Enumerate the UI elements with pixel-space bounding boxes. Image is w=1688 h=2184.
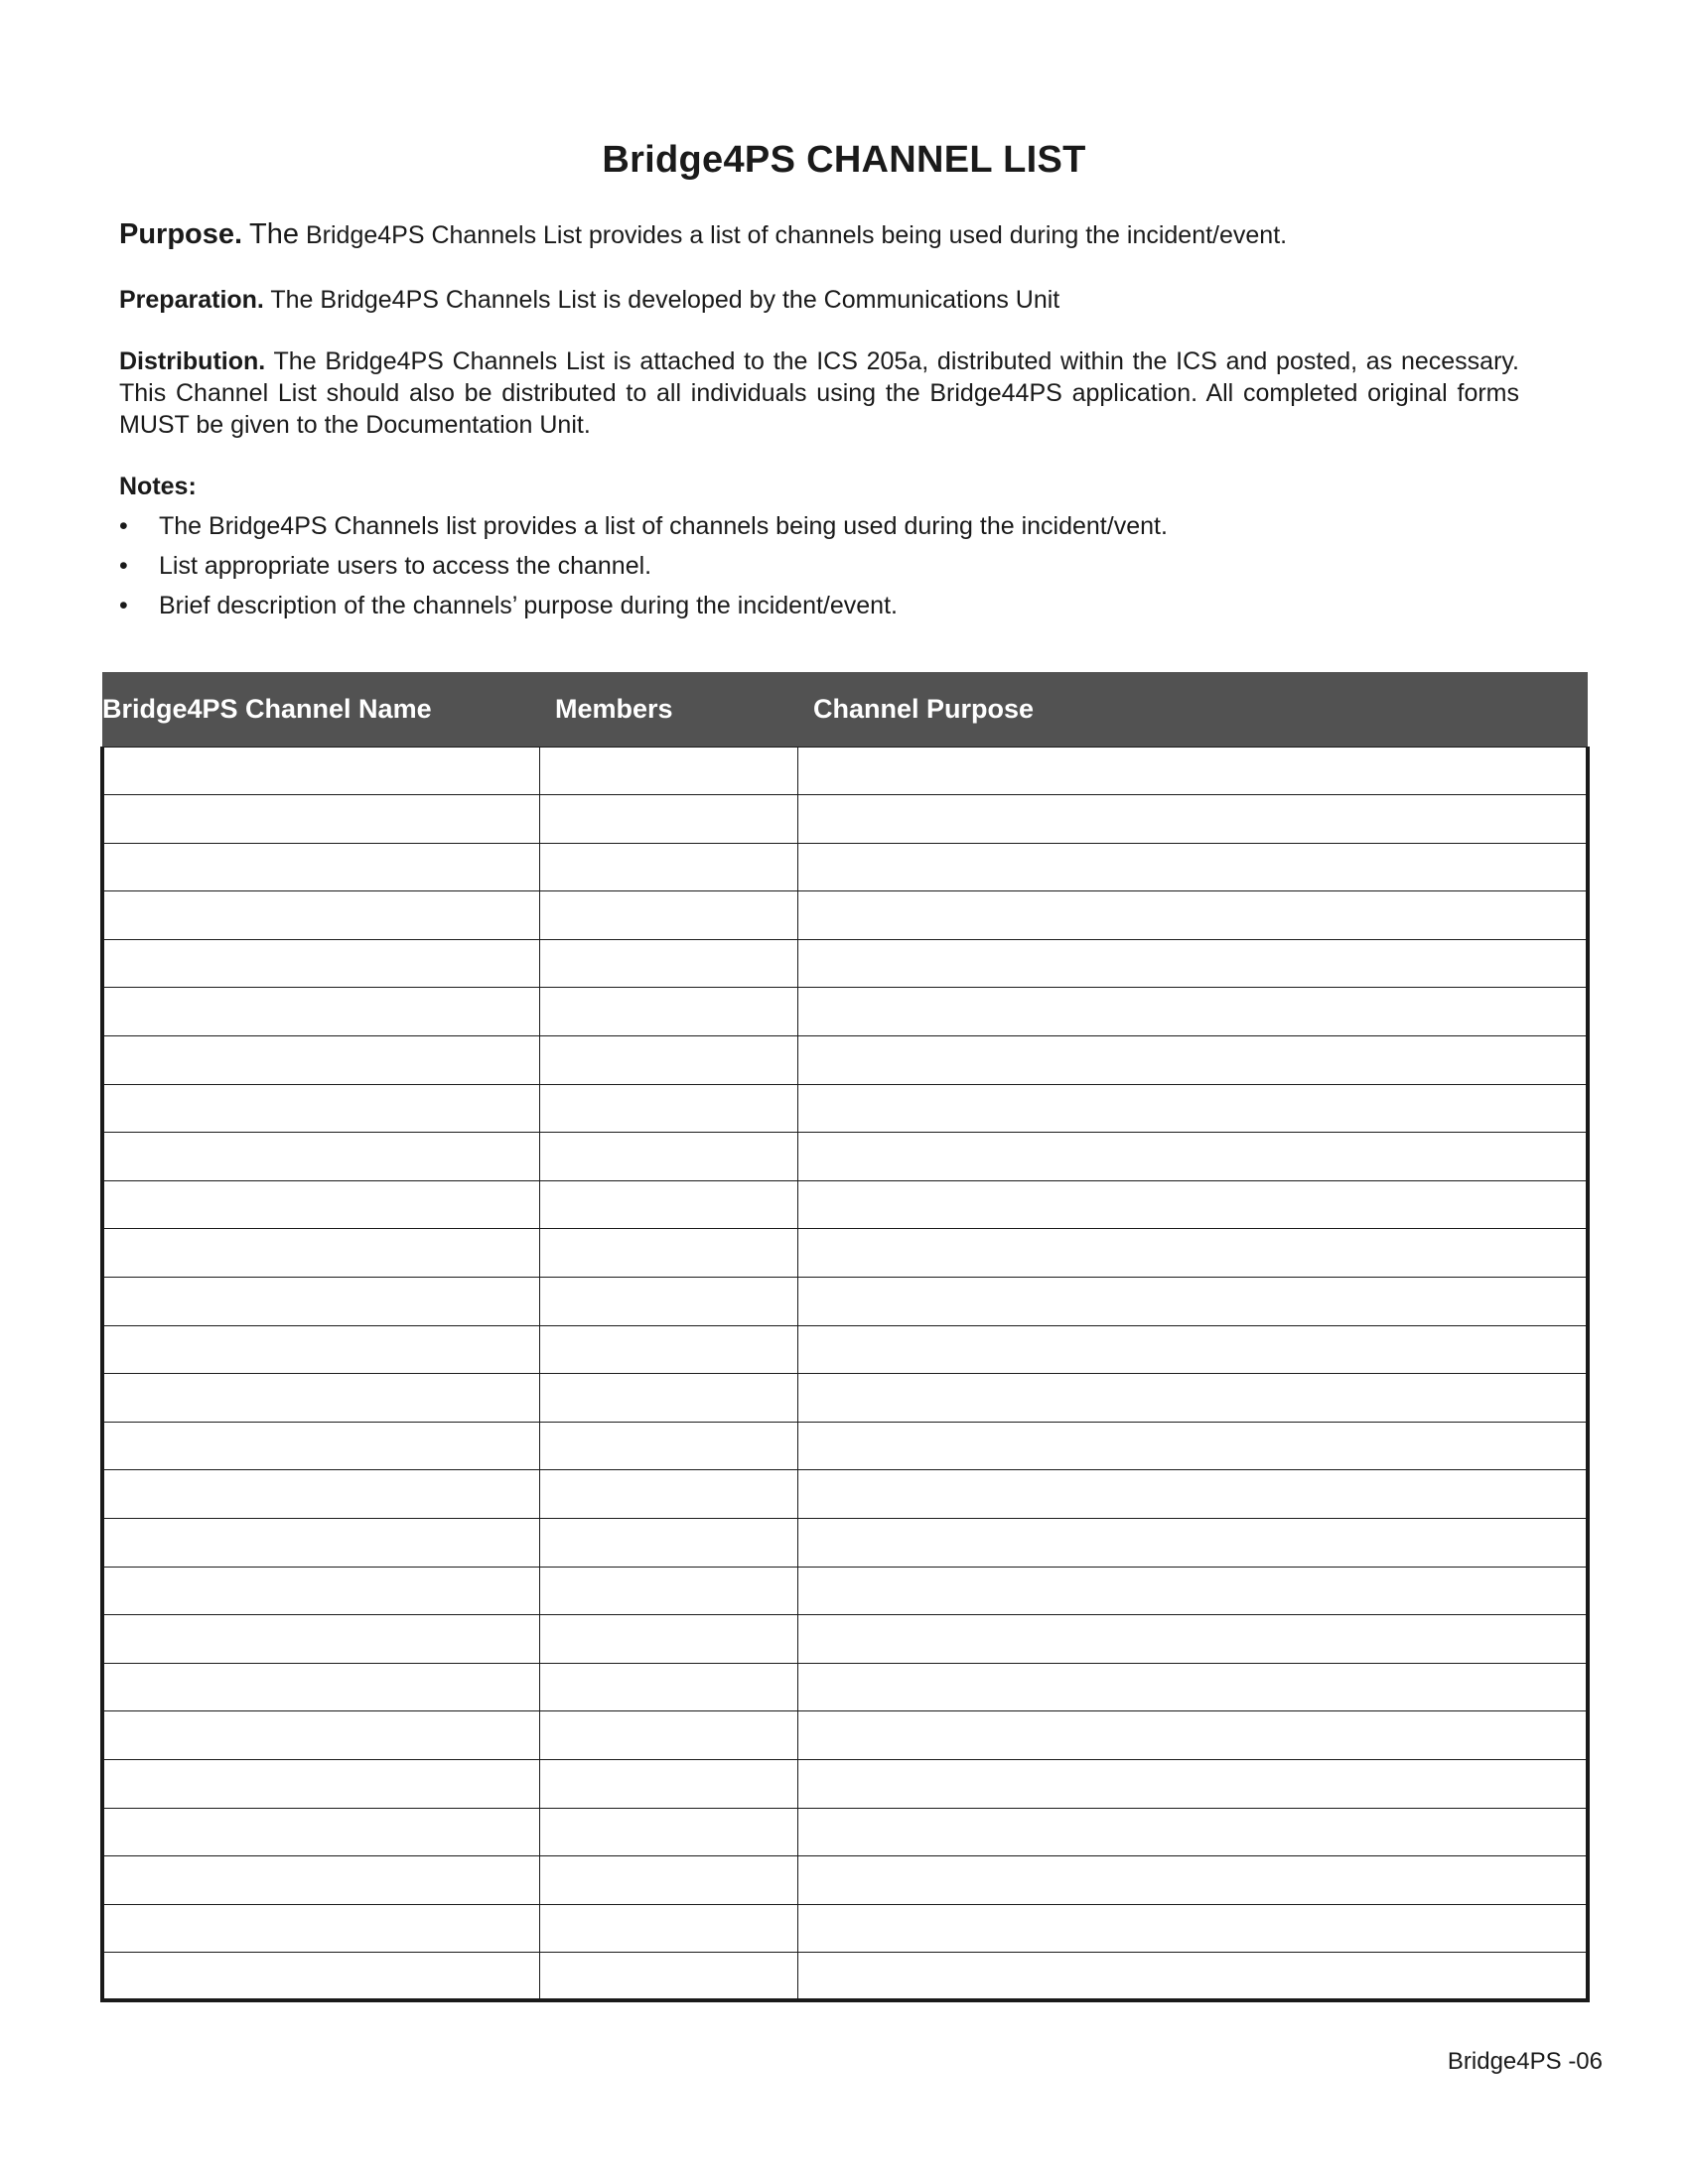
table-row (102, 1615, 1588, 1664)
channel-name-cell[interactable] (102, 1808, 539, 1856)
members-cell[interactable] (539, 843, 797, 891)
channel-name-cell[interactable] (102, 843, 539, 891)
channel-purpose-cell[interactable] (797, 795, 1588, 844)
channel-purpose-cell[interactable] (797, 1953, 1588, 2001)
table-row (102, 1180, 1588, 1229)
members-cell[interactable] (539, 1953, 797, 2001)
channel-name-cell[interactable] (102, 1759, 539, 1808)
channel-name-cell[interactable] (102, 939, 539, 988)
channel-purpose-cell[interactable] (797, 1711, 1588, 1760)
members-cell[interactable] (539, 1422, 797, 1470)
channel-name-cell[interactable] (102, 1229, 539, 1278)
channel-name-cell[interactable] (102, 1904, 539, 1953)
table-row (102, 939, 1588, 988)
note-text: List appropriate users to access the channel. (159, 552, 652, 580)
channel-purpose-cell[interactable] (797, 1808, 1588, 1856)
note-item (119, 590, 1519, 629)
members-cell[interactable] (539, 1711, 797, 1760)
table-row (102, 988, 1588, 1036)
channel-name-cell[interactable] (102, 1180, 539, 1229)
members-cell[interactable] (539, 1278, 797, 1326)
channel-name-cell[interactable] (102, 1615, 539, 1664)
table-row (102, 1519, 1588, 1568)
notes-list (119, 510, 1519, 629)
channel-purpose-cell[interactable] (797, 1133, 1588, 1181)
column-header-members: Members (555, 693, 673, 724)
channel-purpose-cell[interactable] (797, 1229, 1588, 1278)
members-cell[interactable] (539, 1519, 797, 1568)
channel-name-cell[interactable] (102, 988, 539, 1036)
note-text: Brief description of the channels’ purpose during the incident/event. (159, 592, 898, 619)
members-cell[interactable] (539, 795, 797, 844)
column-header-channel-purpose: Channel Purpose (813, 693, 1035, 724)
members-cell[interactable] (539, 1808, 797, 1856)
distribution-section (119, 345, 1519, 441)
table-header-row (102, 672, 1588, 747)
purpose-label: Purpose. (119, 218, 243, 250)
channel-purpose-cell[interactable] (797, 843, 1588, 891)
channel-purpose-cell[interactable] (797, 1422, 1588, 1470)
table-row (102, 1904, 1588, 1953)
channel-name-cell[interactable] (102, 1711, 539, 1760)
preparation-section (119, 284, 1519, 316)
channel-purpose-cell[interactable] (797, 1663, 1588, 1711)
table-row (102, 1325, 1588, 1374)
channel-name-cell[interactable] (102, 1663, 539, 1711)
channel-purpose-cell[interactable] (797, 1084, 1588, 1133)
column-header-channel-name: Bridge4PS Channel Name (102, 693, 432, 724)
channel-name-cell[interactable] (102, 1422, 539, 1470)
members-cell[interactable] (539, 1325, 797, 1374)
table-row (102, 795, 1588, 844)
table-row (102, 1133, 1588, 1181)
table-row (102, 1229, 1588, 1278)
members-cell[interactable] (539, 1229, 797, 1278)
channel-name-cell[interactable] (102, 1470, 539, 1519)
members-cell[interactable] (539, 891, 797, 940)
table-row (102, 1084, 1588, 1133)
table-row (102, 843, 1588, 891)
note-text: The Bridge4PS Channels list provides a list of channels being used during the incident/vent. (159, 512, 1168, 540)
channel-purpose-cell[interactable] (797, 1904, 1588, 1953)
channel-name-cell[interactable] (102, 891, 539, 940)
table-row (102, 1856, 1588, 1905)
members-cell[interactable] (539, 1663, 797, 1711)
table-row (102, 1759, 1588, 1808)
table-row (102, 1567, 1588, 1615)
members-cell[interactable] (539, 1904, 797, 1953)
members-cell[interactable] (539, 747, 797, 795)
table-row (102, 1953, 1588, 2001)
preparation-text: The Bridge4PS Channels List is developed by the Communications Unit (270, 286, 1060, 314)
channel-name-cell[interactable] (102, 1953, 539, 2001)
channel-name-cell[interactable] (102, 747, 539, 795)
table-row (102, 1470, 1588, 1519)
table-row (102, 1422, 1588, 1470)
distribution-label: Distribution. (119, 347, 266, 375)
channel-name-cell[interactable] (102, 1084, 539, 1133)
bullet-icon: • (119, 592, 128, 619)
channel-purpose-cell[interactable] (797, 1856, 1588, 1905)
table-row (102, 1278, 1588, 1326)
purpose-text: Bridge4PS Channels List provides a list of channels being used during the incident/event. (305, 221, 1288, 249)
note-item (119, 550, 1519, 590)
channel-purpose-cell[interactable] (797, 1759, 1588, 1808)
table-row (102, 1808, 1588, 1856)
channel-purpose-cell[interactable] (797, 1278, 1588, 1326)
members-cell[interactable] (539, 939, 797, 988)
members-cell[interactable] (539, 1036, 797, 1085)
channel-purpose-cell[interactable] (797, 1374, 1588, 1423)
channel-name-cell[interactable] (102, 1278, 539, 1326)
table-row (102, 1036, 1588, 1085)
members-cell[interactable] (539, 1759, 797, 1808)
members-cell[interactable] (539, 988, 797, 1036)
bullet-icon: • (119, 512, 128, 540)
channel-purpose-cell[interactable] (797, 1567, 1588, 1615)
table-body (102, 747, 1588, 2000)
channel-purpose-cell[interactable] (797, 1615, 1588, 1664)
purpose-lead: The (249, 218, 300, 250)
channel-purpose-cell[interactable] (797, 1036, 1588, 1085)
channel-purpose-cell[interactable] (797, 988, 1588, 1036)
members-cell[interactable] (539, 1856, 797, 1905)
bullet-icon: • (119, 552, 128, 580)
notes-heading: Notes: (119, 473, 197, 500)
table-row (102, 891, 1588, 940)
channel-purpose-cell[interactable] (797, 939, 1588, 988)
channel-name-cell[interactable] (102, 1567, 539, 1615)
channel-purpose-cell[interactable] (797, 891, 1588, 940)
channel-purpose-cell[interactable] (797, 747, 1588, 795)
channel-purpose-cell[interactable] (797, 1180, 1588, 1229)
note-item (119, 510, 1519, 550)
table-row (102, 747, 1588, 795)
members-cell[interactable] (539, 1615, 797, 1664)
members-cell[interactable] (539, 1180, 797, 1229)
channel-name-cell[interactable] (102, 1036, 539, 1085)
members-cell[interactable] (539, 1567, 797, 1615)
table-row (102, 1711, 1588, 1760)
channel-purpose-cell[interactable] (797, 1325, 1588, 1374)
channel-name-cell[interactable] (102, 795, 539, 844)
channel-name-cell[interactable] (102, 1133, 539, 1181)
channel-table (100, 672, 1590, 2002)
members-cell[interactable] (539, 1133, 797, 1181)
page-title: Bridge4PS CHANNEL LIST (602, 139, 1086, 181)
members-cell[interactable] (539, 1374, 797, 1423)
channel-purpose-cell[interactable] (797, 1519, 1588, 1568)
members-cell[interactable] (539, 1470, 797, 1519)
table-row (102, 1663, 1588, 1711)
channel-name-cell[interactable] (102, 1519, 539, 1568)
form-code: Bridge4PS -06 (1447, 2048, 1603, 2075)
channel-purpose-cell[interactable] (797, 1470, 1588, 1519)
table-row (102, 1374, 1588, 1423)
members-cell[interactable] (539, 1084, 797, 1133)
channel-name-cell[interactable] (102, 1856, 539, 1905)
distribution-text: The Bridge4PS Channels List is attached to the ICS 205a, distributed within the ICS and posted, as necessary. This Channel List should also be distributed to all individuals using the Bridge44PS application. All completed original forms MUST be given to the Documentation Unit. (119, 347, 1519, 439)
channel-name-cell[interactable] (102, 1325, 539, 1374)
preparation-label: Preparation. (119, 286, 264, 314)
purpose-section (119, 218, 1519, 251)
channel-name-cell[interactable] (102, 1374, 539, 1423)
